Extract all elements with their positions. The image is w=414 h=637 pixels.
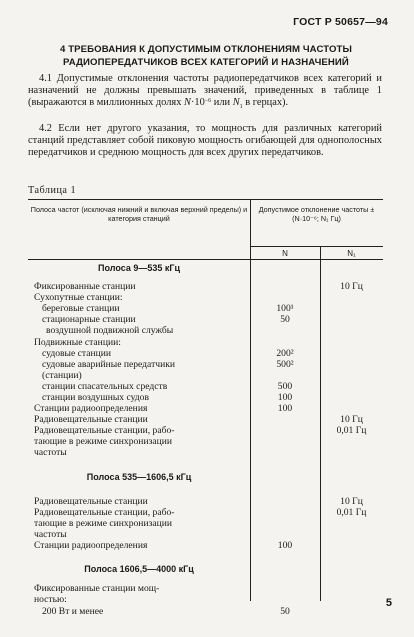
p1-var-n: N xyxy=(184,97,191,109)
header-sub-rule xyxy=(250,246,383,247)
col-band-header: Полоса частот (исключая нижний и включая верхний пределы) и категория станций xyxy=(30,205,248,223)
table-row xyxy=(28,606,383,617)
station-category: Радиовещательные станции xyxy=(34,496,148,507)
station-category: Фиксированные станции xyxy=(34,281,136,292)
cell-n1: 0,01 Гц xyxy=(336,425,367,436)
cell-n: 100 xyxy=(277,540,293,551)
cell-n1: 10 Гц xyxy=(340,414,363,425)
station-category: Радиовещательные станции, рабо- xyxy=(34,507,175,518)
table-row xyxy=(28,594,383,605)
table-row xyxy=(28,403,383,414)
station-category: Фиксированные станции мощ- xyxy=(34,583,160,594)
section-title-line-1: 4 ТРЕБОВАНИЯ К ДОПУСТИМЫМ ОТКЛОНЕНИЯМ ЧАСТОТЫ xyxy=(60,44,352,55)
table-row xyxy=(28,381,383,392)
table-row xyxy=(28,447,383,458)
col-deviation-header: Допустимое отклонение частоты ±(N·10⁻⁶; N₁ Гц) xyxy=(258,205,375,223)
station-category: Подвижные станции: xyxy=(34,337,121,348)
p1-var-n1: N xyxy=(232,97,240,109)
table-row xyxy=(28,392,383,403)
cell-n1: 10 Гц xyxy=(340,281,363,292)
paragraph-4-1 xyxy=(28,73,382,114)
station-category: Станции радиоопределения xyxy=(34,540,148,551)
station-category: судовые станции xyxy=(42,348,111,359)
table-row xyxy=(28,263,383,274)
section-title xyxy=(28,43,384,69)
band-heading: Полоса 1606,5—4000 кГц xyxy=(84,564,194,574)
station-category: станции воздушных судов xyxy=(42,392,150,403)
table-top-rule xyxy=(28,199,383,200)
table-row xyxy=(28,325,383,336)
p1-text: 4.1 Допустимые отклонения частоты радиопередатчиков всех категорий и назначений не должны превышать значений, приведенных в таблице 1 (выражаются в миллионных долях xyxy=(28,73,382,109)
table-row xyxy=(28,359,383,370)
station-category: береговые станции xyxy=(42,303,120,314)
table-row xyxy=(28,564,383,575)
standard-number: ГОСТ Р 50657—94 xyxy=(293,16,388,28)
station-category: Радиовещательные станции, рабо- xyxy=(34,425,175,436)
cell-n: 500 xyxy=(277,381,293,392)
cell-n: 100 xyxy=(277,392,293,403)
table-caption: Таблица 1 xyxy=(28,185,77,196)
table-row xyxy=(28,314,383,325)
cell-n1: 10 Гц xyxy=(340,496,363,507)
station-category: 200 Вт и менее xyxy=(42,606,104,617)
table-row xyxy=(28,414,383,425)
table-row xyxy=(28,303,383,314)
table-row xyxy=(28,583,383,594)
band-heading: Полоса 535—1606,5 кГц xyxy=(86,472,192,482)
station-category: Сухопутные станции: xyxy=(34,292,123,303)
table-row xyxy=(28,292,383,303)
table-row xyxy=(28,370,383,381)
table-row xyxy=(28,496,383,507)
table-row xyxy=(28,529,383,540)
table-row xyxy=(28,348,383,359)
p1-end: в герцах). xyxy=(242,97,289,109)
station-category: тающие в режиме синхронизации xyxy=(34,436,173,447)
band-heading: Полоса 9—535 кГц xyxy=(97,263,180,273)
station-category: стационарные станции xyxy=(42,314,136,325)
section-title-line-2: РАДИОПЕРЕДАТЧИКОВ ВСЕХ КАТЕГОРИЙ И НАЗНАЧЕНИЙ xyxy=(63,57,349,68)
header-bottom-rule xyxy=(28,259,383,260)
table-row xyxy=(28,425,383,436)
station-category: ностью: xyxy=(34,594,67,605)
station-category: судовые аварийные передатчики xyxy=(42,359,176,370)
paragraph-4-2: 4.2 Если нет другого указания, то мощность для различных категорий станций представляет собой пиковую мощность огибающей для однополосных передатчиков и среднюю мощность для всех других передатчиков. xyxy=(28,123,382,159)
station-category: Радиовещательные станции xyxy=(34,414,148,425)
cell-n: 500² xyxy=(276,359,294,370)
station-category: (станции) xyxy=(42,370,82,381)
station-category: частоты xyxy=(34,529,67,540)
table-1 xyxy=(28,199,383,617)
p1-or: или xyxy=(211,97,233,109)
cell-n: 100 xyxy=(277,403,293,414)
table-row xyxy=(28,507,383,518)
station-category: тающие в режиме синхронизации xyxy=(34,518,173,529)
table-row xyxy=(28,337,383,348)
p1-exp: −6 xyxy=(204,98,212,105)
table-row xyxy=(28,281,383,292)
cell-n: 200² xyxy=(276,348,294,359)
station-category: воздушной подвижной службы xyxy=(46,325,174,336)
col-n-header: N xyxy=(282,249,288,258)
table-row xyxy=(28,472,383,483)
cell-n: 50 xyxy=(280,314,290,325)
station-category: частоты xyxy=(34,447,67,458)
page-number: 5 xyxy=(385,597,392,609)
station-category: Станции радиоопределения xyxy=(34,403,148,414)
cell-n: 50 xyxy=(280,606,290,617)
col-n1-header: N₁ xyxy=(347,249,356,258)
table-row xyxy=(28,540,383,551)
table-row xyxy=(28,436,383,447)
cell-n1: 0,01 Гц xyxy=(336,507,367,518)
p1-mult: ·10 xyxy=(190,97,205,109)
cell-n: 100¹ xyxy=(276,303,294,314)
station-category: станции спасательных средств xyxy=(42,381,168,392)
p1-sub: 1 xyxy=(239,104,243,111)
table-row xyxy=(28,518,383,529)
